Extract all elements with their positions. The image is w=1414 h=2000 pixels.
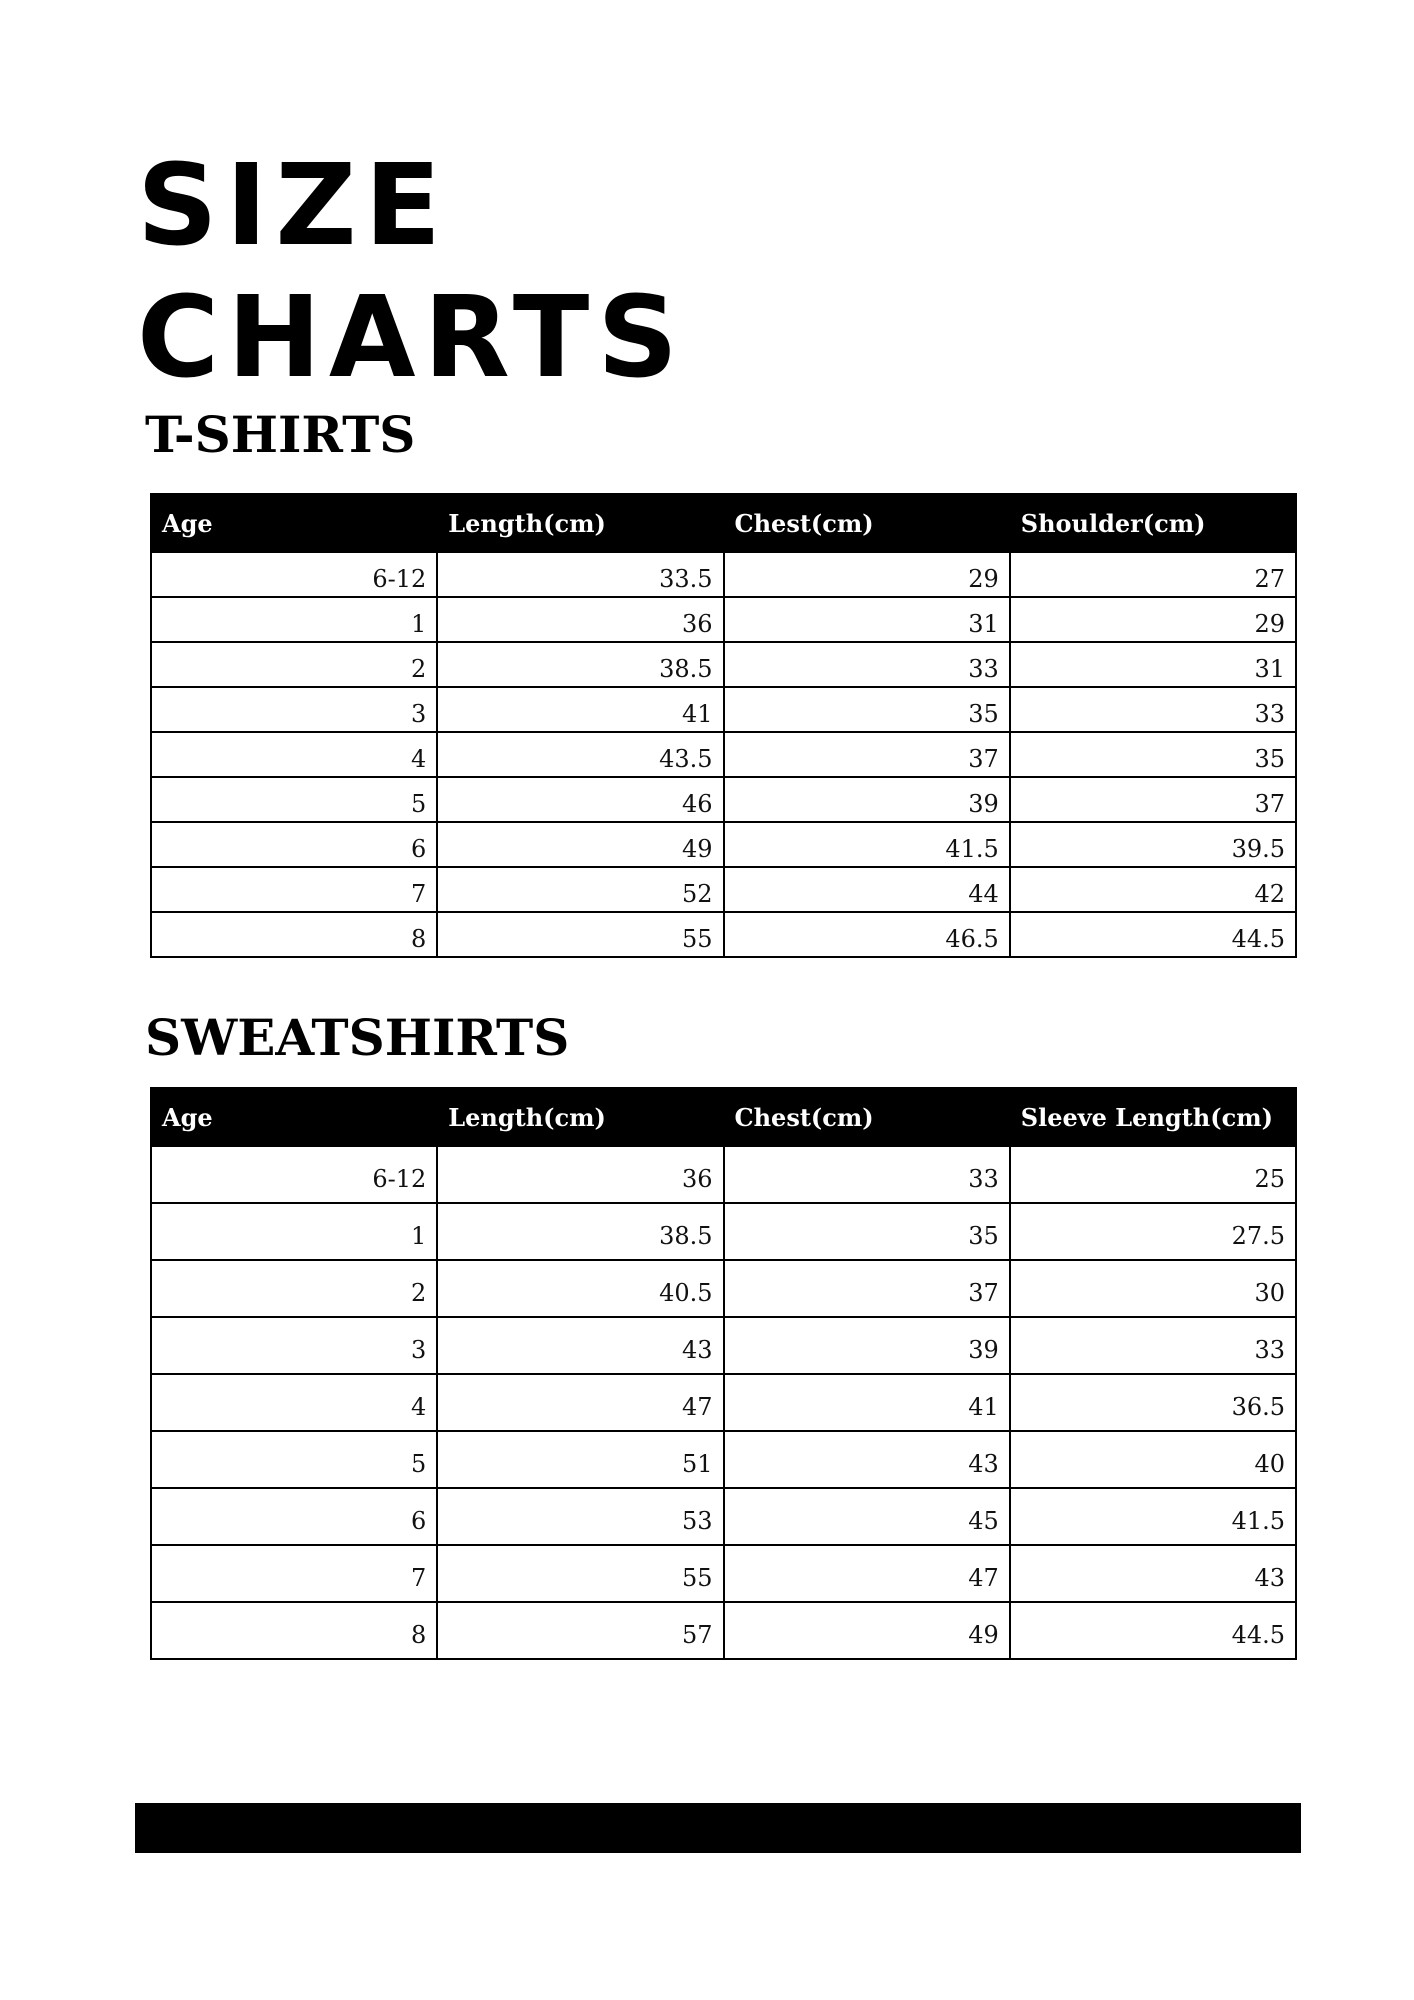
table-cell: 43.5: [437, 732, 723, 777]
table-cell: 41.5: [724, 822, 1010, 867]
column-header-chest: Chest(cm): [724, 1088, 1010, 1146]
table-cell: 55: [437, 1545, 723, 1602]
table-cell: 49: [724, 1602, 1010, 1659]
table-cell: 41: [724, 1374, 1010, 1431]
table-cell: 42: [1010, 867, 1296, 912]
table-cell: 37: [724, 732, 1010, 777]
table-cell: 25: [1010, 1146, 1296, 1203]
table-row: [151, 642, 1296, 687]
table-cell: 1: [151, 597, 437, 642]
table-cell: 44.5: [1010, 1602, 1296, 1659]
table-cell: 4: [151, 732, 437, 777]
table-cell: 3: [151, 1317, 437, 1374]
table-row: [151, 1260, 1296, 1317]
table-cell: 43: [724, 1431, 1010, 1488]
table-cell: 51: [437, 1431, 723, 1488]
table-cell: 8: [151, 912, 437, 957]
table-cell: 31: [724, 597, 1010, 642]
table-cell: 5: [151, 1431, 437, 1488]
table-row: [151, 552, 1296, 597]
table-cell: 46: [437, 777, 723, 822]
table-cell: 37: [724, 1260, 1010, 1317]
table-cell: 7: [151, 1545, 437, 1602]
table-cell: 3: [151, 687, 437, 732]
table-row: [151, 1317, 1296, 1374]
column-header-length: Length(cm): [437, 1088, 723, 1146]
table-cell: 30: [1010, 1260, 1296, 1317]
tshirts-size-table: [150, 493, 1297, 958]
sweatshirts-section-title: SWEATSHIRTS: [145, 1008, 570, 1067]
page-title-line-2: CHARTS: [137, 273, 686, 403]
table-cell: 46.5: [724, 912, 1010, 957]
table-cell: 33: [1010, 1317, 1296, 1374]
table-cell: 40: [1010, 1431, 1296, 1488]
table-cell: 35: [724, 687, 1010, 732]
table-cell: 39: [724, 1317, 1010, 1374]
table-row: [151, 777, 1296, 822]
table-row: [151, 1203, 1296, 1260]
table-cell: 41.5: [1010, 1488, 1296, 1545]
table-cell: 33.5: [437, 552, 723, 597]
table-cell: 5: [151, 777, 437, 822]
table-cell: 8: [151, 1602, 437, 1659]
sweatshirts-size-table: [150, 1087, 1297, 1660]
column-header-shoulder: Shoulder(cm): [1010, 494, 1296, 552]
table-cell: 39: [724, 777, 1010, 822]
table-cell: 31: [1010, 642, 1296, 687]
table-cell: 47: [724, 1545, 1010, 1602]
table-row: [151, 597, 1296, 642]
column-header-sleeve-length: Sleeve Length(cm): [1010, 1088, 1296, 1146]
table-cell: 49: [437, 822, 723, 867]
table-cell: 7: [151, 867, 437, 912]
table-cell: 4: [151, 1374, 437, 1431]
table-cell: 45: [724, 1488, 1010, 1545]
table-row: [151, 1488, 1296, 1545]
table-cell: 36: [437, 597, 723, 642]
column-header-age: Age: [151, 494, 437, 552]
table-cell: 37: [1010, 777, 1296, 822]
table-cell: 33: [724, 642, 1010, 687]
table-cell: 38.5: [437, 642, 723, 687]
table-cell: 6-12: [151, 1146, 437, 1203]
table-header-row: [151, 1088, 1296, 1146]
table-cell: 38.5: [437, 1203, 723, 1260]
table-cell: 43: [1010, 1545, 1296, 1602]
table-cell: 39.5: [1010, 822, 1296, 867]
table-cell: 40.5: [437, 1260, 723, 1317]
table-cell: 6: [151, 822, 437, 867]
page-title: [137, 140, 686, 404]
table-cell: 6: [151, 1488, 437, 1545]
table-row: [151, 687, 1296, 732]
table-cell: 36.5: [1010, 1374, 1296, 1431]
table-cell: 29: [724, 552, 1010, 597]
column-header-length: Length(cm): [437, 494, 723, 552]
table-row: [151, 732, 1296, 777]
table-cell: 47: [437, 1374, 723, 1431]
table-cell: 36: [437, 1146, 723, 1203]
table-cell: 27.5: [1010, 1203, 1296, 1260]
table-row: [151, 912, 1296, 957]
tshirts-section-title: T-SHIRTS: [145, 405, 416, 464]
table-cell: 53: [437, 1488, 723, 1545]
table-row: [151, 1374, 1296, 1431]
table-cell: 2: [151, 642, 437, 687]
footer-bar: [135, 1803, 1301, 1853]
table-cell: 27: [1010, 552, 1296, 597]
table-row: [151, 822, 1296, 867]
table-cell: 33: [724, 1146, 1010, 1203]
table-cell: 44: [724, 867, 1010, 912]
page-title-line-1: SIZE: [137, 141, 450, 271]
table-cell: 1: [151, 1203, 437, 1260]
table-cell: 6-12: [151, 552, 437, 597]
table-cell: 41: [437, 687, 723, 732]
table-cell: 52: [437, 867, 723, 912]
table-cell: 29: [1010, 597, 1296, 642]
table-cell: 43: [437, 1317, 723, 1374]
table-row: [151, 1146, 1296, 1203]
column-header-age: Age: [151, 1088, 437, 1146]
column-header-chest: Chest(cm): [724, 494, 1010, 552]
table-cell: 35: [1010, 732, 1296, 777]
table-cell: 57: [437, 1602, 723, 1659]
table-cell: 55: [437, 912, 723, 957]
table-row: [151, 1431, 1296, 1488]
table-cell: 33: [1010, 687, 1296, 732]
table-header-row: [151, 494, 1296, 552]
table-row: [151, 1545, 1296, 1602]
table-row: [151, 867, 1296, 912]
table-cell: 2: [151, 1260, 437, 1317]
table-row: [151, 1602, 1296, 1659]
table-cell: 35: [724, 1203, 1010, 1260]
table-cell: 44.5: [1010, 912, 1296, 957]
